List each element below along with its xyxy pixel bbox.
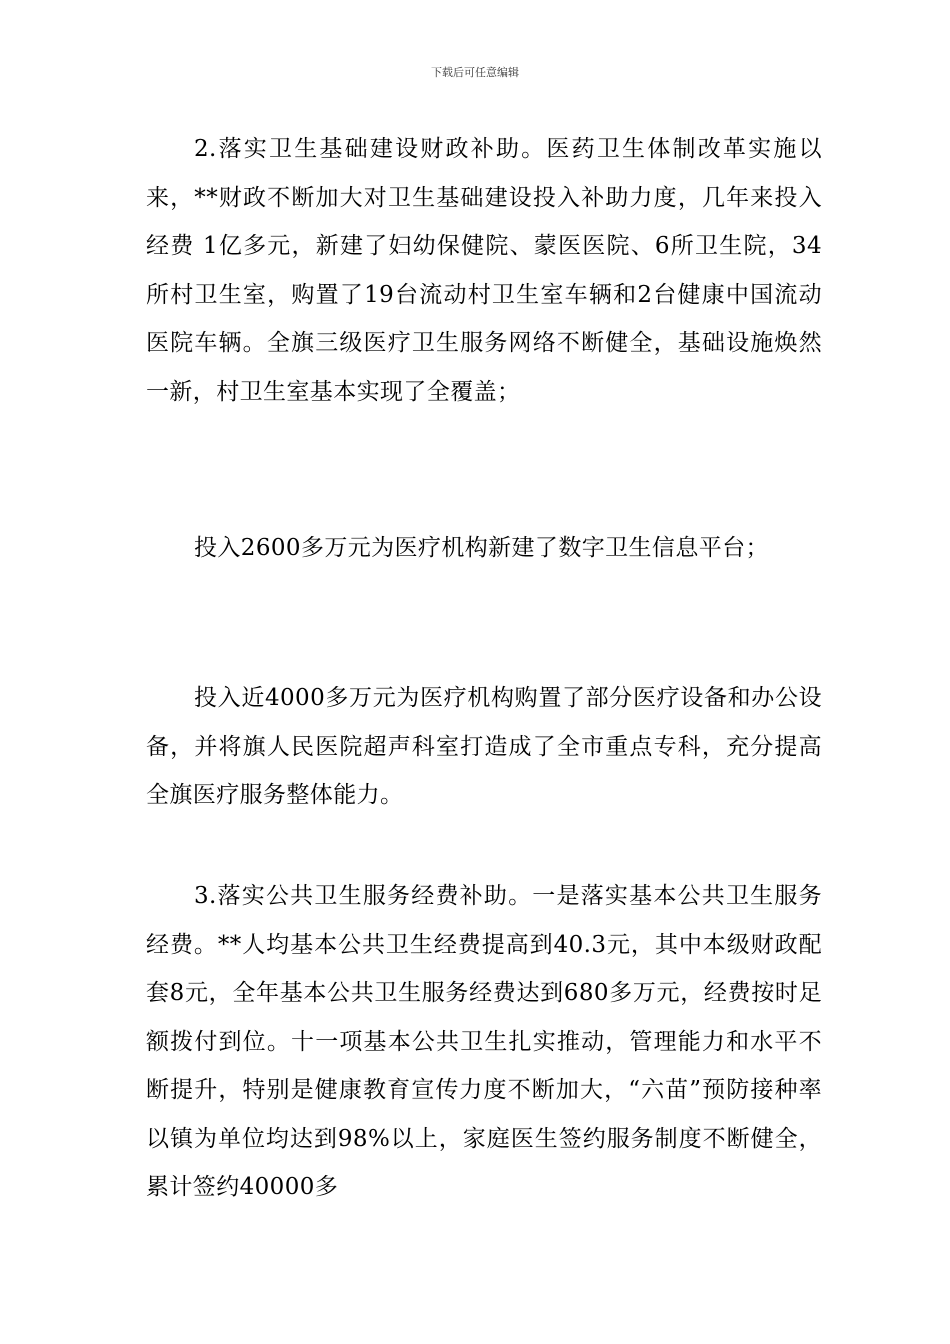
- paragraph-public-health-funding: 3.落实公共卫生服务经费补助。一是落实基本公共卫生服务经费。**人均基本公共卫生经费提高到40.3元，其中本级财政配套8元，全年基本公共卫生服务经费达到680多万元，经费按时足额拨付到位。十一项基本公共卫生扎实推动，管理能力和水平不断提升，特别是健康教育宣传力度不断加大，“六苗”预防接种率以镇为单位均达到98%以上，家庭医生签约服务制度不断健全，累计签约40000多: [146, 883, 822, 1200]
- paragraph-digital-platform: 投入2600多万元为医疗机构新建了数字卫生信息平台；: [194, 535, 769, 561]
- paragraph-medical-equipment: 投入近4000多万元为医疗机构购置了部分医疗设备和办公设备，并将旗人民医院超声科室打造成了全市重点专科，充分提高全旗医疗服务整体能力。: [146, 685, 822, 808]
- page-header: 下载后可任意编辑: [431, 66, 519, 79]
- paragraph-infrastructure-subsidy: 2.落实卫生基础建设财政补助。医药卫生体制改革实施以来，**财政不断加大对卫生基础建设投入补助力度，几年来投入经费 1亿多元，新建了妇幼保健院、蒙医医院、6所卫生院，34所村卫生室，购置了19台流动村卫生室车辆和2台健康中国流动医院车辆。全旗三级医疗卫生服务网络不断健全，基础设施焕然一新，村卫生室基本实现了全覆盖；: [146, 136, 822, 405]
